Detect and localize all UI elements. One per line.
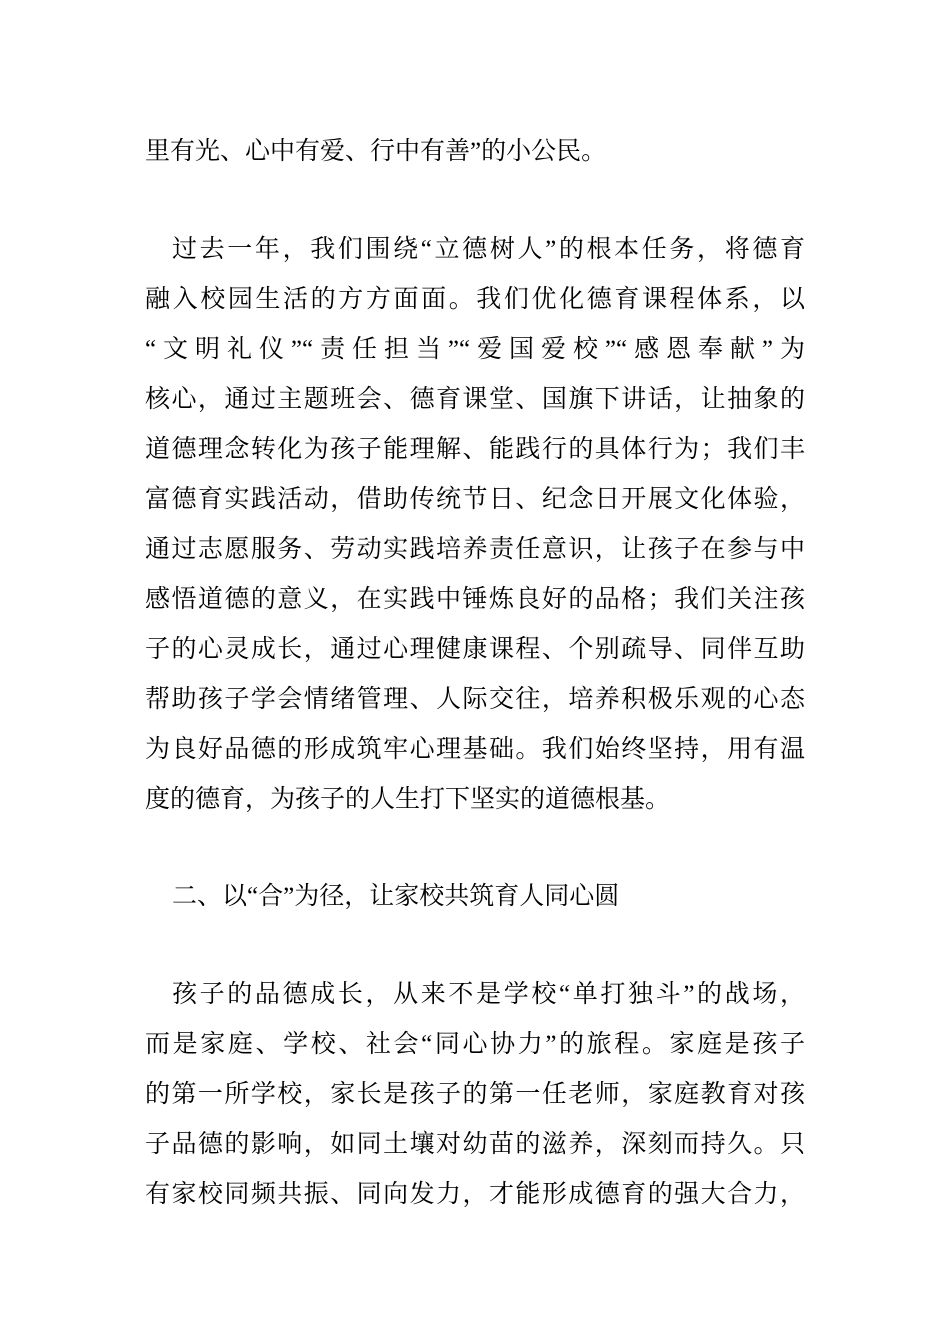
paragraph-moral-education [145,225,805,825]
text-line: 而是家庭、学校、社会“同心协力”的旅程。家庭是孩子 [145,1031,805,1058]
paragraph-home-school [145,970,805,1220]
paragraph-continued [145,127,805,177]
text-line: 帮助孩子学会情绪管理、人际交往，培养积极乐观的心态 [145,686,805,713]
text-line: “文明礼仪”“责任担当”“爱国爱校”“感恩奉献”为 [145,336,805,363]
text-line: 为良好品德的形成筑牢心理基础。我们始终坚持，用有温 [145,736,805,763]
text-line: 道德理念转化为孩子能理解、能践行的具体行为；我们丰 [145,436,805,463]
text-line: 孩子的品德成长，从来不是学校“单打独斗”的战场， [172,981,805,1008]
text-line: 有家校同频共振、同向发力，才能形成德育的强大合力， [145,1181,805,1208]
text-line: 里有光、心中有爱、行中有善”的小公民。 [145,138,607,165]
text-line: 融入校园生活的方方面面。我们优化德育课程体系，以 [145,286,805,313]
text-line: 核心，通过主题班会、德育课堂、国旗下讲话，让抽象的 [145,386,805,413]
text-line: 的第一所学校，家长是孩子的第一任老师，家庭教育对孩 [145,1081,805,1108]
section-heading [145,872,805,922]
text-line: 过去一年，我们围绕“立德树人”的根本任务，将德育 [172,236,805,263]
text-line: 富德育实践活动，借助传统节日、纪念日开展文化体验， [145,486,805,513]
text-line: 通过志愿服务、劳动实践培养责任意识，让孩子在参与中 [145,536,805,563]
text-line: 感悟道德的意义，在实践中锤炼良好的品格；我们关注孩 [145,586,805,613]
section-heading-text: 二、以“合”为径，让家校共筑育人同心圆 [172,883,620,910]
text-line: 子品德的影响，如同土壤对幼苗的滋养，深刻而持久。只 [145,1131,805,1158]
text-line: 子的心灵成长，通过心理健康课程、个别疏导、同伴互助 [145,636,805,663]
text-line: 度的德育，为孩子的人生打下坚实的道德根基。 [145,786,671,813]
